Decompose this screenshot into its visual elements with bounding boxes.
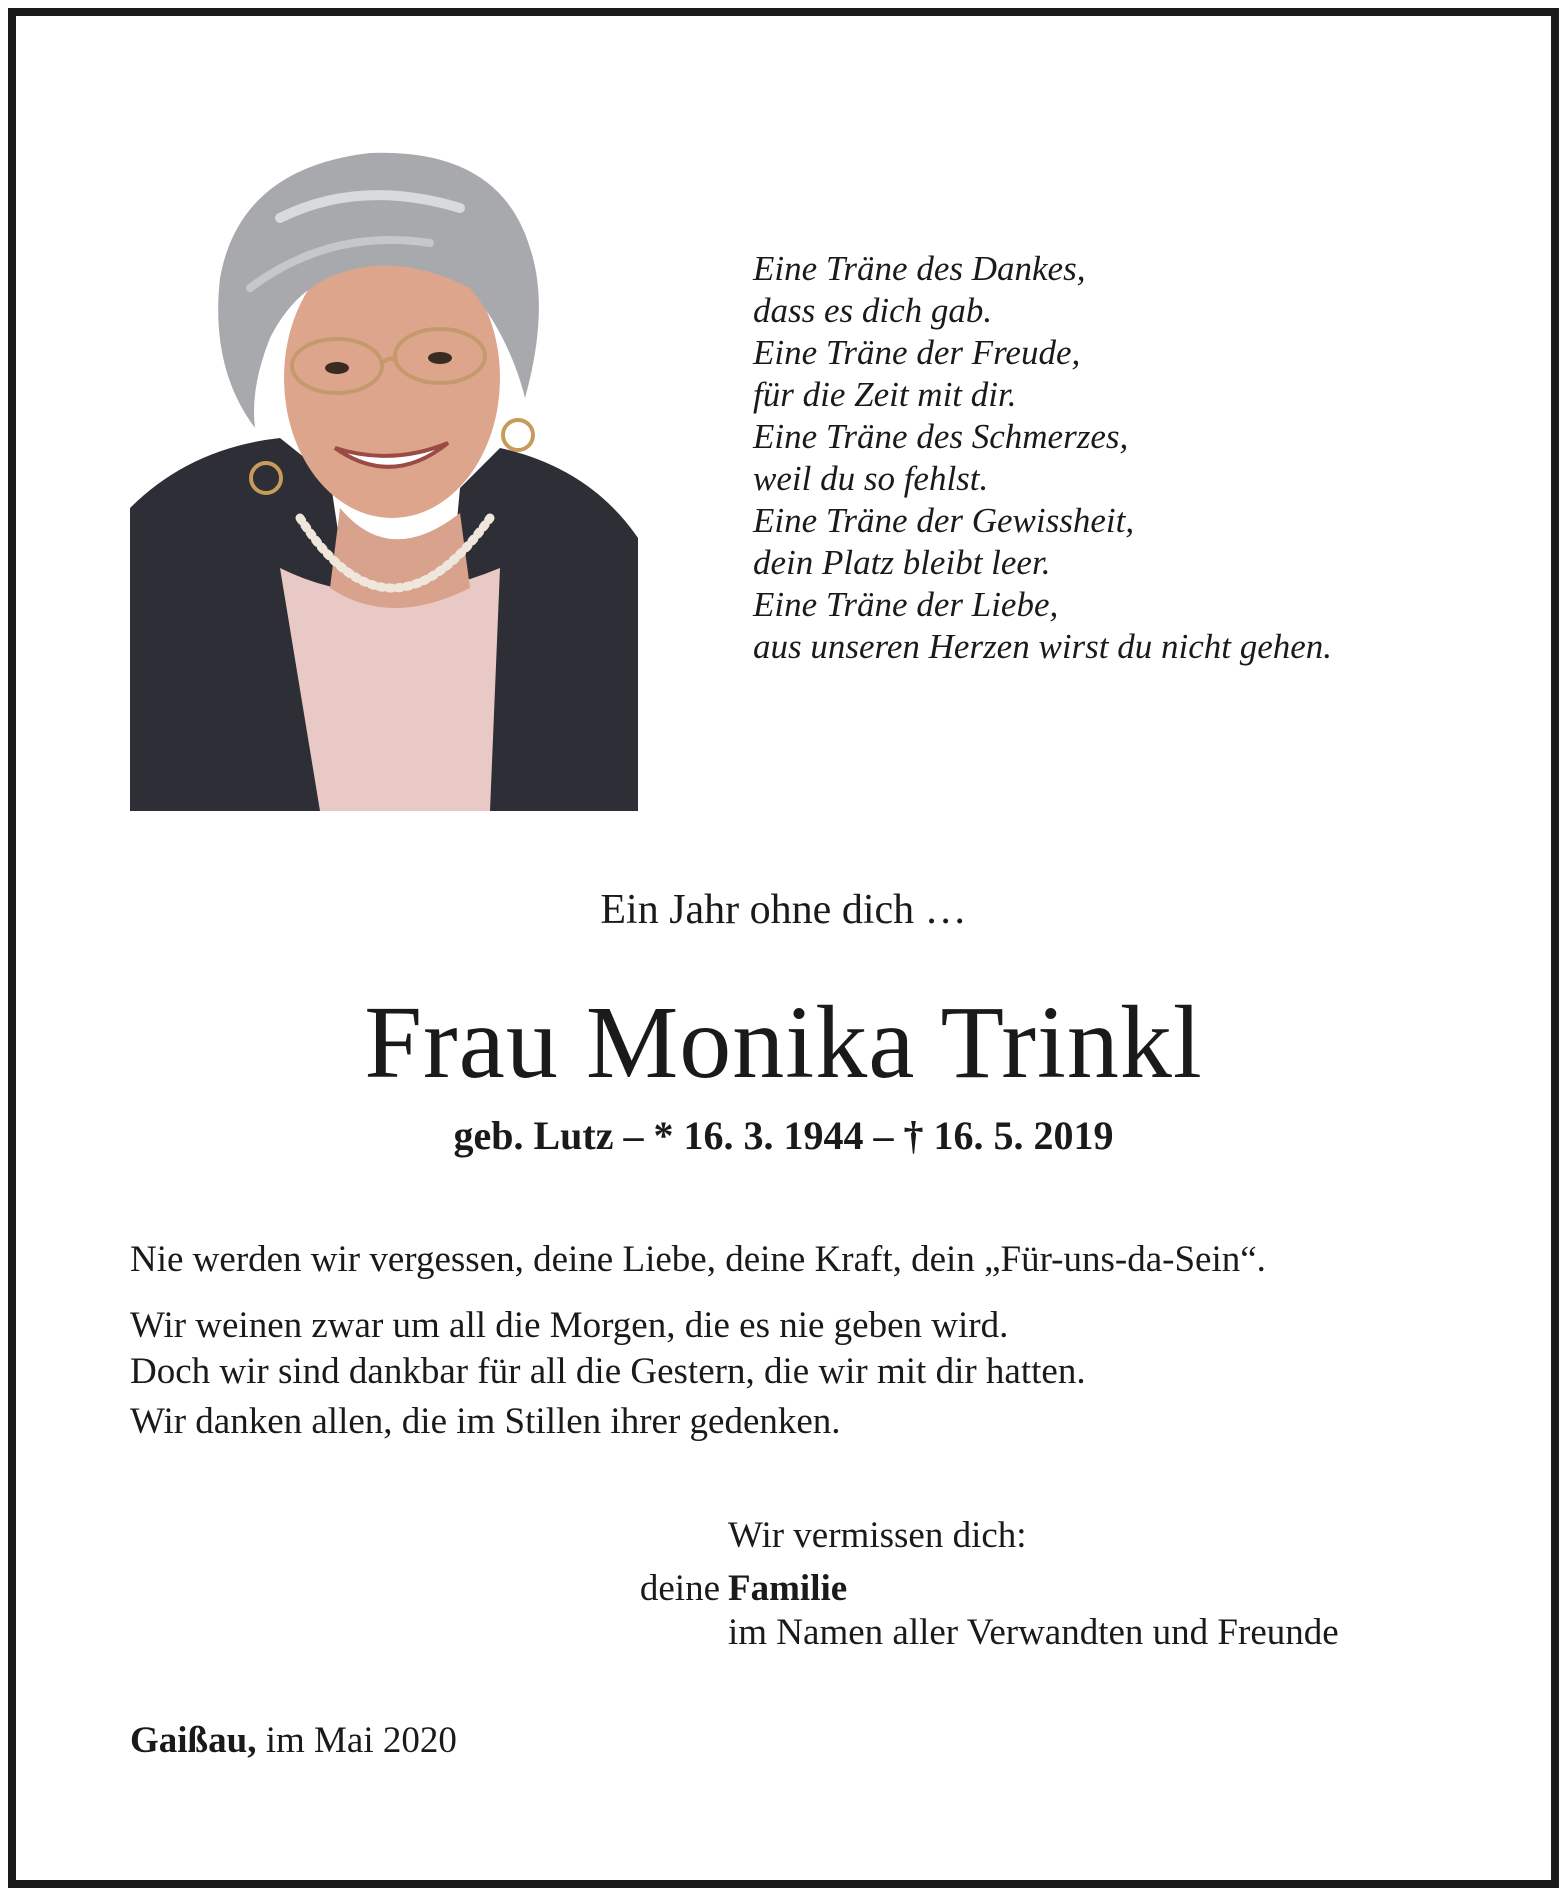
- poem-line: Eine Träne der Gewissheit,: [753, 501, 1135, 540]
- paragraph-line: Doch wir sind dankbar für all die Gestern, die wir mit dir hatten.: [130, 1351, 1086, 1392]
- place-and-date: [130, 1718, 457, 1764]
- poem-line: Eine Träne der Freude,: [753, 333, 1081, 372]
- thanks-paragraph: [130, 1399, 1460, 1445]
- notice-date: im Mai 2020: [265, 1720, 457, 1761]
- paragraph-line: Nie werden wir vergessen, deine Liebe, deine Kraft, dein „Für-uns-da-Sein“.: [130, 1239, 1266, 1280]
- portrait-illustration: [130, 148, 638, 811]
- signature-prefix: deine: [639, 1568, 720, 1609]
- poem-line: weil du so fehlst.: [753, 459, 989, 498]
- paragraph-line: Wir weinen zwar um all die Morgen, die es nie geben wird.: [130, 1305, 1009, 1346]
- poem-line: Eine Träne der Liebe,: [753, 585, 1059, 624]
- memorial-poem: [753, 248, 1513, 668]
- poem-line: aus unseren Herzen wirst du nicht gehen.: [753, 627, 1333, 666]
- signature-subline: im Namen aller Verwandten und Freunde: [728, 1612, 1339, 1653]
- remembrance-paragraph: [130, 1237, 1460, 1283]
- deceased-name: Frau Monika Trinkl: [364, 985, 1203, 1100]
- gratitude-paragraph: [130, 1303, 1460, 1395]
- poem-line: Eine Träne des Dankes,: [753, 249, 1086, 288]
- poem-line: für die Zeit mit dir.: [753, 375, 1017, 414]
- poem-line: Eine Träne des Schmerzes,: [753, 417, 1129, 456]
- poem-line: dass es dich gab.: [753, 291, 993, 330]
- signature-family-row: [620, 1566, 847, 1612]
- intro-line: Ein Jahr ohne dich …: [600, 887, 967, 933]
- life-dates: geb. Lutz – * 16. 3. 1944 – † 16. 5. 2019: [453, 1113, 1114, 1158]
- paragraph-line: Wir danken allen, die im Stillen ihrer gedenken.: [130, 1401, 841, 1442]
- poem-line: dein Platz bleibt leer.: [753, 543, 1051, 582]
- signature-intro: Wir vermissen dich:: [728, 1515, 1027, 1556]
- place-name: Gaißau,: [130, 1720, 257, 1761]
- signature-family: Familie: [728, 1568, 848, 1609]
- portrait-photo: [130, 148, 638, 811]
